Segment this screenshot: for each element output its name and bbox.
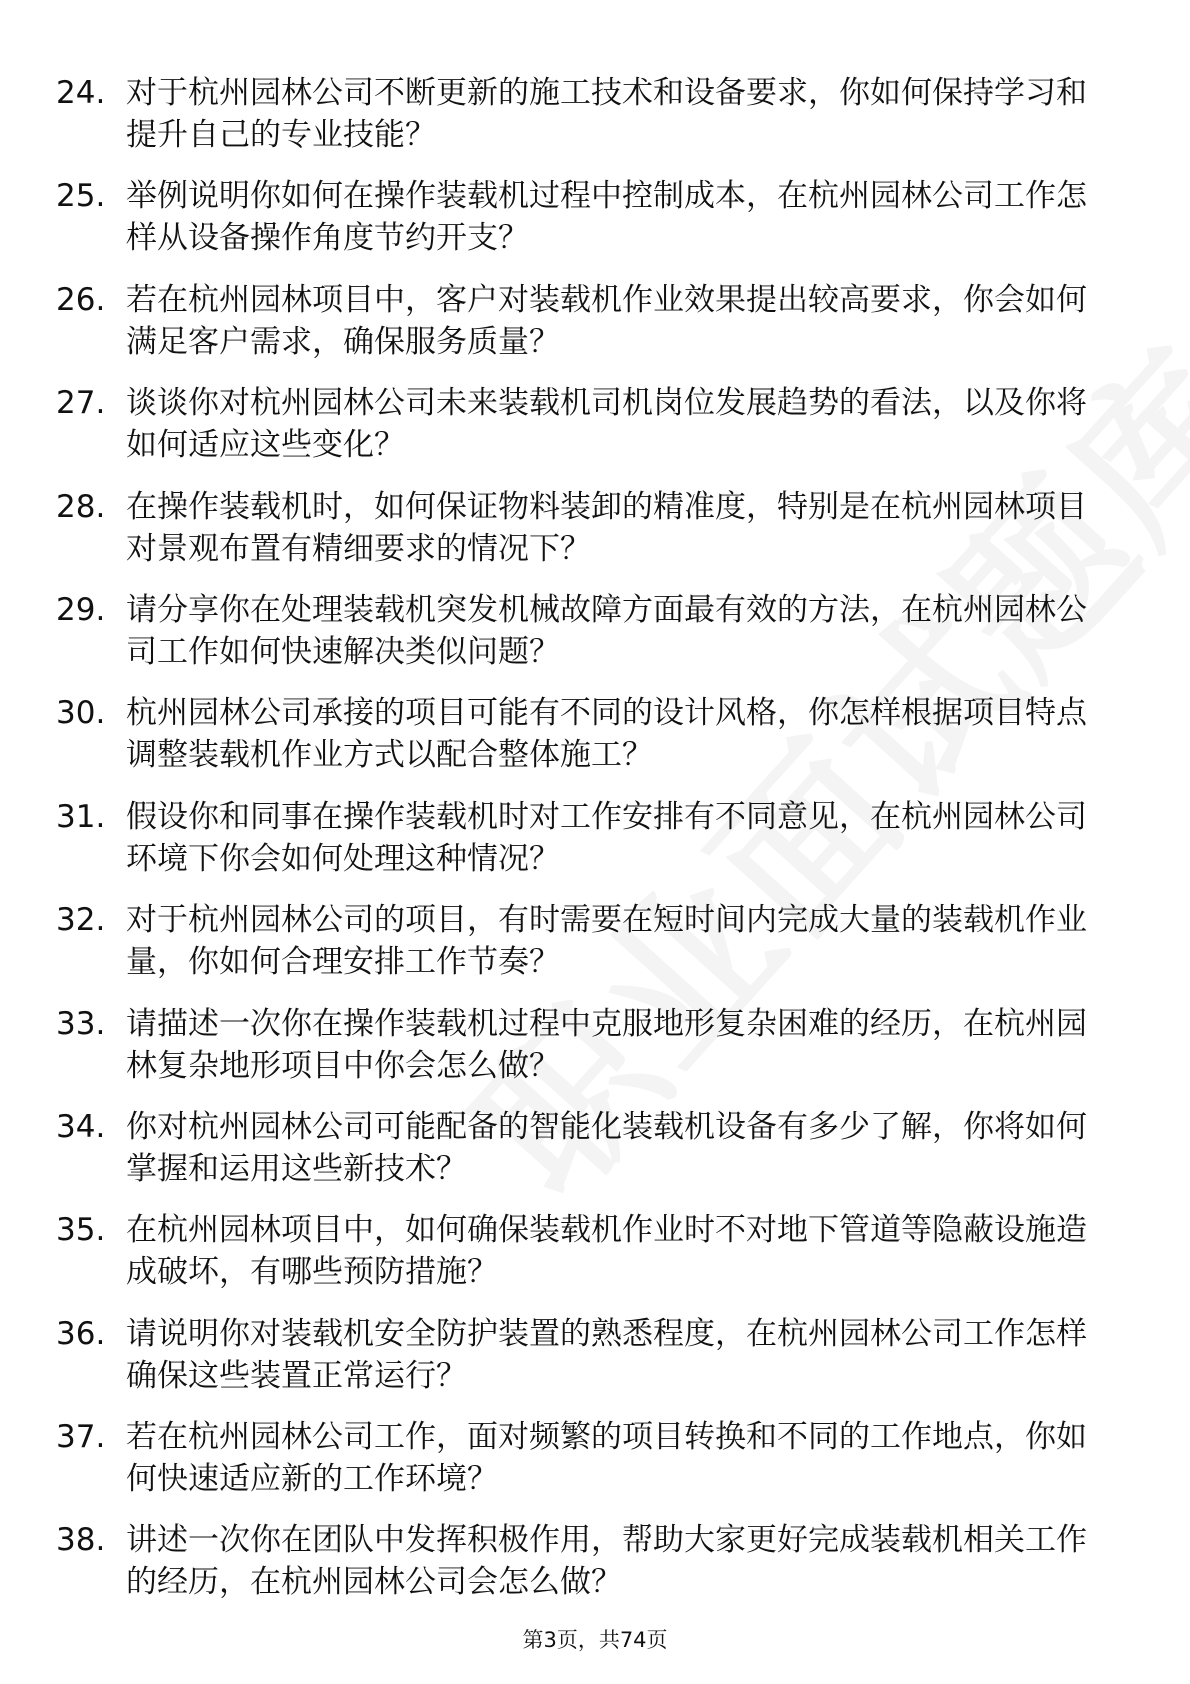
question-item bbox=[56, 1106, 1116, 1190]
question-number: 28. bbox=[56, 488, 106, 525]
question-item bbox=[56, 796, 1116, 880]
question-item bbox=[56, 1003, 1116, 1087]
question-item bbox=[56, 1519, 1116, 1603]
question-item bbox=[56, 72, 1116, 156]
question-number: 33. bbox=[56, 1005, 106, 1042]
question-number: 32. bbox=[56, 902, 106, 939]
question-text: 举例说明你如何在操作装载机过程中控制成本，在杭州园林公司工作怎样从设备操作角度节约开支？ bbox=[126, 178, 1087, 257]
question-text: 杭州园林公司承接的项目可能有不同的设计风格，你怎样根据项目特点调整装载机作业方式以配合整体施工？ bbox=[126, 695, 1087, 774]
question-text: 在操作装载机时，如何保证物料装卸的精准度，特别是在杭州园林项目对景观布置有精细要求的情况下？ bbox=[126, 488, 1087, 567]
question-number: 34. bbox=[56, 1108, 106, 1145]
question-number: 25. bbox=[56, 178, 106, 215]
question-number: 30. bbox=[56, 695, 106, 732]
question-number: 24. bbox=[56, 75, 106, 111]
question-item bbox=[56, 1416, 1116, 1500]
question-text: 谈谈你对杭州园林公司未来装载机司机岗位发展趋势的看法，以及你将如何适应这些变化？ bbox=[126, 385, 1087, 464]
question-item bbox=[56, 692, 1116, 776]
question-list bbox=[56, 72, 1116, 1623]
question-text: 请说明你对装载机安全防护装置的熟悉程度，在杭州园林公司工作怎样确保这些装置正常运行？ bbox=[126, 1315, 1087, 1394]
question-number: 35. bbox=[56, 1212, 106, 1249]
question-item bbox=[56, 175, 1116, 259]
question-number: 29. bbox=[56, 591, 106, 628]
question-number: 36. bbox=[56, 1315, 106, 1352]
question-item bbox=[56, 1313, 1116, 1397]
question-text: 请描述一次你在操作装载机过程中克服地形复杂困难的经历，在杭州园林复杂地形项目中你会怎么做？ bbox=[126, 1005, 1087, 1084]
question-text: 在杭州园林项目中，如何确保装载机作业时不对地下管道等隐蔽设施造成破坏，有哪些预防措施？ bbox=[126, 1212, 1087, 1291]
question-number: 37. bbox=[56, 1419, 106, 1456]
question-number: 38. bbox=[56, 1522, 106, 1559]
question-number: 31. bbox=[56, 798, 106, 835]
question-text: 假设你和同事在操作装载机时对工作安排有不同意见，在杭州园林公司环境下你会如何处理这种情况？ bbox=[126, 798, 1087, 877]
question-text: 讲述一次你在团队中发挥积极作用，帮助大家更好完成装载机相关工作的经历，在杭州园林公司会怎么做？ bbox=[126, 1522, 1087, 1601]
question-text: 你对杭州园林公司可能配备的智能化装载机设备有多少了解，你将如何掌握和运用这些新技术？ bbox=[126, 1108, 1087, 1187]
question-text: 对于杭州园林公司不断更新的施工技术和设备要求，你如何保持学习和提升自己的专业技能？ bbox=[126, 75, 1087, 153]
question-number: 26. bbox=[56, 281, 106, 318]
question-item bbox=[56, 589, 1116, 673]
question-text: 若在杭州园林公司工作，面对频繁的项目转换和不同的工作地点，你如何快速适应新的工作环境？ bbox=[126, 1419, 1087, 1498]
question-item bbox=[56, 899, 1116, 983]
question-item bbox=[56, 1209, 1116, 1293]
question-text: 请分享你在处理装载机突发机械故障方面最有效的方法，在杭州园林公司工作如何快速解决类似问题？ bbox=[126, 591, 1087, 670]
page-number: 第3页，共74页 bbox=[522, 1628, 668, 1652]
question-text: 对于杭州园林公司的项目，有时需要在短时间内完成大量的装载机作业量，你如何合理安排工作节奏？ bbox=[126, 902, 1087, 981]
question-item bbox=[56, 486, 1116, 570]
question-number: 27. bbox=[56, 385, 106, 422]
question-text: 若在杭州园林项目中，客户对装载机作业效果提出较高要求，你会如何满足客户需求，确保服务质量？ bbox=[126, 281, 1087, 360]
question-item bbox=[56, 382, 1116, 466]
question-item bbox=[56, 279, 1116, 363]
